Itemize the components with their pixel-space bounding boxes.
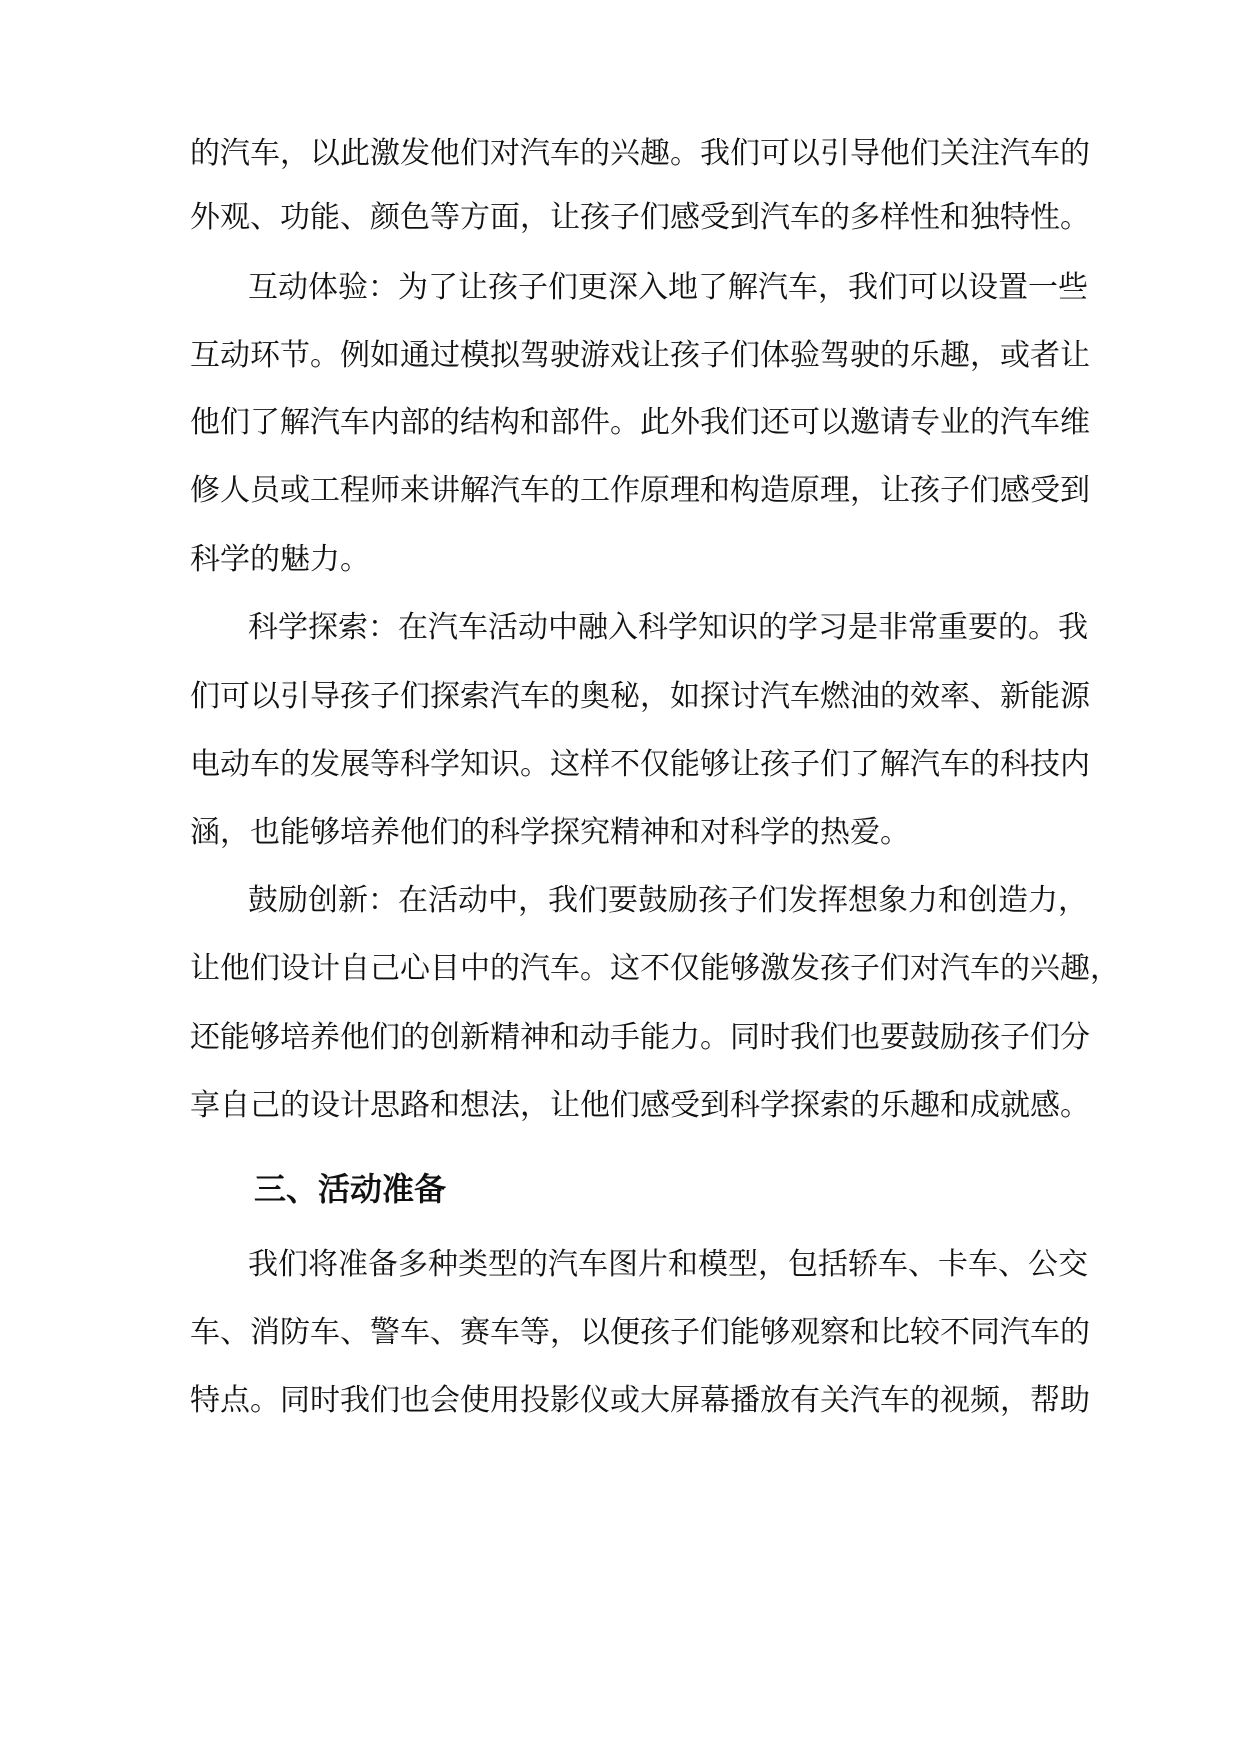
paragraph-line: 我们将准备多种类型的汽车图片和模型，包括轿车、卡车、公交: [248, 1247, 1088, 1282]
paragraph-line: 科学探索：在汽车活动中融入科学知识的学习是非常重要的。我: [248, 610, 1088, 645]
paragraph-line: 特点。同时我们也会使用投影仪或大屏幕播放有关汽车的视频，帮助: [190, 1383, 1090, 1418]
paragraph-line: 互动体验：为了让孩子们更深入地了解汽车，我们可以设置一些: [248, 270, 1088, 305]
paragraph-line: 还能够培养他们的创新精神和动手能力。同时我们也要鼓励孩子们分: [190, 1020, 1090, 1055]
paragraph-line: 的汽车，以此激发他们对汽车的兴趣。我们可以引导他们关注汽车的: [190, 136, 1090, 171]
paragraph-line: 外观、功能、颜色等方面，让孩子们感受到汽车的多样性和独特性。: [190, 200, 1090, 235]
paragraph-line: 车、消防车、警车、赛车等，以便孩子们能够观察和比较不同汽车的: [190, 1315, 1090, 1350]
paragraph-line: 科学的魅力。: [190, 542, 370, 577]
paragraph-line: 享自己的设计思路和想法，让他们感受到科学探索的乐趣和成就感。: [190, 1088, 1090, 1123]
section-heading: 三、活动准备: [254, 1170, 447, 1208]
paragraph-line: 涵，也能够培养他们的科学探究精神和对科学的热爱。: [190, 815, 910, 850]
paragraph-line: 修人员或工程师来讲解汽车的工作原理和构造原理，让孩子们感受到: [190, 473, 1090, 508]
paragraph-line: 互动环节。例如通过模拟驾驶游戏让孩子们体验驾驶的乐趣，或者让: [190, 338, 1090, 373]
paragraph-line: 电动车的发展等科学知识。这样不仅能够让孩子们了解汽车的科技内: [190, 747, 1090, 782]
paragraph-line: 鼓励创新：在活动中，我们要鼓励孩子们发挥想象力和创造力，: [248, 883, 1088, 918]
paragraph-line: 让他们设计自己心目中的汽车。这不仅能够激发孩子们对汽车的兴趣，: [190, 951, 1120, 986]
paragraph-line: 们可以引导孩子们探索汽车的奥秘，如探讨汽车燃油的效率、新能源: [190, 679, 1090, 714]
paragraph-line: 他们了解汽车内部的结构和部件。此外我们还可以邀请专业的汽车维: [190, 405, 1090, 440]
